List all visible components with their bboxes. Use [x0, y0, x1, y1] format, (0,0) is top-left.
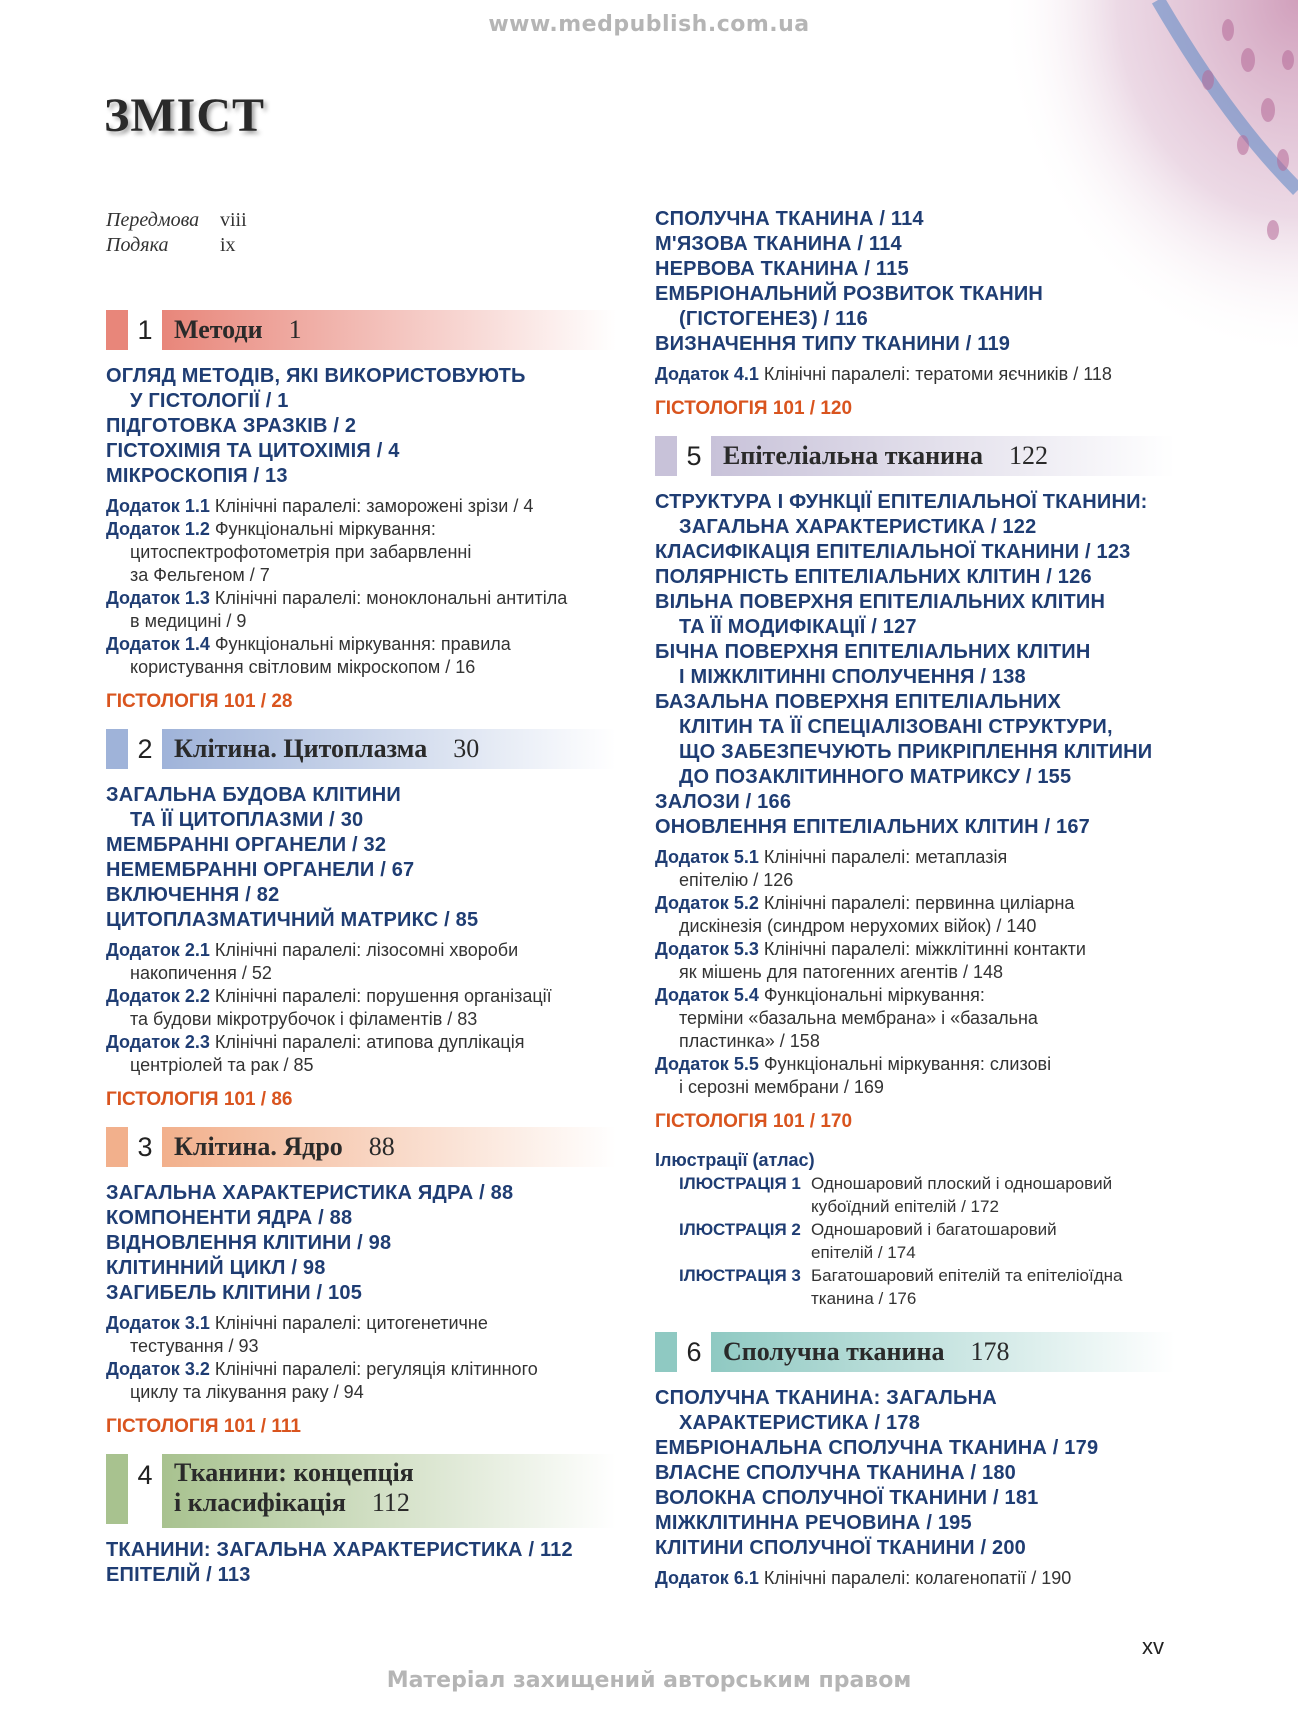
toc-section-entry[interactable] [655, 1386, 1175, 1436]
publisher-url: www.medpublish.com.ua [488, 12, 810, 37]
chapter-heading-3[interactable]: 3 Клітина. Ядро 88 [106, 1127, 616, 1167]
copyright-notice: Матеріал захищений авторським правом [386, 1668, 912, 1693]
section-title-line: СТРУКТУРА І ФУНКЦІЇ ЕПІТЕЛІАЛЬНОЇ ТКАНИНИ: [655, 491, 1148, 513]
toc-section-entry[interactable] [106, 1256, 616, 1281]
illustration-text-line: Багатошаровий епітелій та епітеліоїдна [811, 1266, 1123, 1285]
section-title-line: ЗАЛОЗИ / 166 [655, 791, 792, 813]
toc-section-entry[interactable] [655, 790, 1175, 815]
addendum-text-line: Клінічні паралелі: атипова дуплікація [214, 1032, 525, 1052]
section-title-line: ЕПІТЕЛІЙ / 113 [106, 1564, 251, 1586]
toc-section-entry[interactable] [106, 1281, 616, 1306]
section-title-line: ЗАГАЛЬНА БУДОВА КЛІТИНИ [106, 784, 401, 806]
section-title-line: ВІЛЬНА ПОВЕРХНЯ ЕПІТЕЛІАЛЬНИХ КЛІТИН [655, 591, 1106, 613]
toc-section-entry[interactable] [106, 1231, 616, 1256]
toc-addendum-entry[interactable] [655, 1567, 1175, 1590]
page-title: ЗМІСТ [104, 89, 265, 142]
illustration-label: ІЛЮСТРАЦІЯ 1 [679, 1174, 801, 1193]
toc-section-entry[interactable] [655, 1486, 1175, 1511]
section-title-line: ЦИТОПЛАЗМАТИЧНИЙ МАТРИКС / 85 [106, 909, 479, 931]
toc-section-entry[interactable] [106, 1563, 616, 1588]
toc-section-entry[interactable] [655, 1536, 1175, 1561]
toc-section-entry[interactable] [106, 1538, 616, 1563]
section-title-line: МІЖКЛІТИННА РЕЧОВИНА / 195 [655, 1512, 972, 1534]
addendum-text-line: Функціональні міркування: правила [214, 634, 511, 654]
section-title-line: ТА ЇЇ МОДИФІКАЦІЇ / 127 [679, 616, 917, 638]
toc-addendum-entry[interactable] [655, 938, 1175, 984]
toc-addendum-entry[interactable] [655, 984, 1175, 1053]
toc-addendum-entry[interactable] [106, 939, 616, 985]
toc-section-entry[interactable] [655, 1511, 1175, 1536]
front-item[interactable]: Передмова viii [106, 209, 247, 231]
chapter-heading-2[interactable]: 2 Клітина. Цитоплазма 30 [106, 729, 616, 769]
toc-addendum-entry[interactable] [106, 495, 616, 518]
toc-addendum-entry[interactable] [106, 633, 616, 679]
section-title-line: ВКЛЮЧЕННЯ / 82 [106, 884, 280, 906]
section-title-line: ТКАНИНИ: ЗАГАЛЬНА ХАРАКТЕРИСТИКА / 112 [106, 1539, 573, 1561]
section-title-line: ЩО ЗАБЕЗПЕЧУЮТЬ ПРИКРІПЛЕННЯ КЛІТИНИ [679, 741, 1153, 763]
addendum-text-line: в медицині / 9 [130, 611, 247, 631]
addendum-text-line: Функціональні міркування: слизові [763, 1054, 1052, 1074]
addendum-text-line: Функціональні міркування: [214, 519, 436, 539]
illustration-label: ІЛЮСТРАЦІЯ 2 [679, 1220, 801, 1239]
section-title-line: КЛІТИНИ СПОЛУЧНОЇ ТКАНИНИ / 200 [655, 1537, 1026, 1559]
addendum-label: Додаток 2.1 [106, 940, 210, 960]
toc-section-entry[interactable] [655, 232, 1175, 257]
toc-section-entry[interactable] [655, 640, 1175, 690]
addendum-label: Додаток 5.2 [655, 893, 759, 913]
section-title-line: КЛІТИННИЙ ЦИКЛ / 98 [106, 1257, 326, 1279]
toc-section-entry[interactable] [655, 815, 1175, 840]
section-title-line: ЕМБРІОНАЛЬНИЙ РОЗВИТОК ТКАНИН [655, 283, 1044, 305]
section-title-line: І МІЖКЛІТИННІ СПОЛУЧЕННЯ / 138 [679, 666, 1026, 688]
addendum-text-line: циклу та лікування раку / 94 [130, 1382, 364, 1402]
section-title-line: КОМПОНЕНТИ ЯДРА / 88 [106, 1207, 353, 1229]
front-matter [106, 208, 616, 258]
section-title-line: ПОЛЯРНІСТЬ ЕПІТЕЛІАЛЬНИХ КЛІТИН / 126 [655, 566, 1092, 588]
addendum-label: Додаток 2.3 [106, 1032, 210, 1052]
illustration-text-line: Одношаровий плоский і одношаровий [811, 1174, 1113, 1193]
addendum-label: Додаток 1.4 [106, 634, 210, 654]
illustration-text [811, 1172, 1112, 1218]
toc-section-entry[interactable] [106, 439, 616, 464]
toc-section-entry[interactable] [655, 590, 1175, 640]
toc-section-entry[interactable] [106, 464, 616, 489]
addendum-label: Додаток 1.2 [106, 519, 210, 539]
toc-addendum-entry[interactable] [655, 892, 1175, 938]
toc-section-entry[interactable] [106, 883, 616, 908]
addendum-text-line: Клінічні паралелі: міжклітинні контакти [763, 939, 1086, 959]
addendum-label: Додаток 5.3 [655, 939, 759, 959]
toc-section-entry[interactable] [655, 490, 1175, 540]
toc-addendum-entry[interactable] [106, 518, 616, 587]
addendum-text-line: Клінічні паралелі: заморожені зрізи / 4 [214, 496, 534, 516]
section-title-line: М'ЯЗОВА ТКАНИНА / 114 [655, 233, 902, 255]
addendum-label: Додаток 3.1 [106, 1313, 210, 1333]
addendum-label: Додаток 5.1 [655, 847, 759, 867]
histology-101-link[interactable]: ГІСТОЛОГІЯ 101 / 120 [655, 398, 853, 419]
toc-section-entry[interactable] [655, 540, 1175, 565]
addendum-text-line: користування світловим мікроскопом / 16 [130, 657, 476, 677]
section-title-line: НЕРВОВА ТКАНИНА / 115 [655, 258, 909, 280]
illustration-text [811, 1264, 1123, 1310]
addendum-text-line: накопичення / 52 [130, 963, 272, 983]
section-title-line: КЛІТИН ТА ЇЇ СПЕЦІАЛІЗОВАНІ СТРУКТУРИ, [679, 716, 1113, 738]
addendum-label: Додаток 1.1 [106, 496, 210, 516]
toc-section-entry[interactable] [655, 690, 1175, 790]
addendum-text-line: Клінічні паралелі: лізосомні хвороби [214, 940, 519, 960]
addendum-text-line: центріолей та рак / 85 [130, 1055, 314, 1075]
addendum-text-line: епітелію / 126 [679, 870, 794, 890]
addendum-text-line: Клінічні паралелі: регуляція клітинного [214, 1359, 538, 1379]
toc-right-column [655, 207, 1175, 1590]
toc-section-entry[interactable] [106, 783, 616, 833]
addendum-text-line: Клінічні паралелі: колагенопатії / 190 [763, 1568, 1072, 1588]
chapter-heading-1[interactable]: 1 Методи 1 [106, 310, 616, 350]
toc-section-entry[interactable] [106, 1181, 616, 1206]
addendum-label: Додаток 6.1 [655, 1568, 759, 1588]
chapter-heading-5[interactable]: 5 Епітеліальна тканина 122 [655, 436, 1175, 476]
toc-addendum-entry[interactable] [106, 1031, 616, 1077]
chapter-heading-4[interactable]: 4 Тканини: концепція і класифікація 112 [106, 1454, 616, 1524]
toc-section-entry[interactable] [106, 908, 616, 933]
page-number: xv [1142, 1634, 1164, 1659]
section-title-line: ВИЗНАЧЕННЯ ТИПУ ТКАНИНИ / 119 [655, 333, 1011, 355]
section-title-line: ЗАГАЛЬНА ХАРАКТЕРИСТИКА ЯДРА / 88 [106, 1182, 514, 1204]
addendum-text-line: Функціональні міркування: [763, 985, 985, 1005]
addendum-text-line: Клінічні паралелі: порушення організації [214, 986, 552, 1006]
toc-section-entry[interactable] [106, 833, 616, 858]
histology-101-link[interactable]: ГІСТОЛОГІЯ 101 / 86 [106, 1089, 293, 1110]
toc-addendum-entry[interactable] [106, 1312, 616, 1358]
toc-left-column [106, 208, 616, 1594]
front-item[interactable]: Подяка ix [106, 234, 236, 256]
addendum-label: Додаток 5.5 [655, 1054, 759, 1074]
section-title-line: ВІДНОВЛЕННЯ КЛІТИНИ / 98 [106, 1232, 392, 1254]
toc-addendum-entry[interactable] [106, 985, 616, 1031]
toc-section-entry[interactable] [655, 257, 1175, 282]
section-title-line: ВОЛОКНА СПОЛУЧНОЇ ТКАНИНИ / 181 [655, 1487, 1039, 1509]
addendum-text-line: цитоспектрофотометрія при забарвленні [130, 542, 472, 562]
toc-section-entry[interactable] [106, 858, 616, 883]
toc-section-entry[interactable] [655, 282, 1175, 332]
toc-section-entry[interactable] [655, 565, 1175, 590]
section-title-line: МЕМБРАННІ ОРГАНЕЛИ / 32 [106, 834, 387, 856]
addendum-text-line: дискінезія (синдром нерухомих війок) / 140 [679, 916, 1037, 936]
toc-section-entry[interactable] [106, 1206, 616, 1231]
section-title-line: ЗАГАЛЬНА ХАРАКТЕРИСТИКА / 122 [679, 516, 1037, 538]
section-title-line: (ГІСТОГЕНЕЗ) / 116 [679, 308, 868, 330]
section-title-line: ОНОВЛЕННЯ ЕПІТЕЛІАЛЬНИХ КЛІТИН / 167 [655, 816, 1090, 838]
section-title-line: ВЛАСНЕ СПОЛУЧНА ТКАНИНА / 180 [655, 1462, 1016, 1484]
toc-addendum-entry[interactable] [655, 1053, 1175, 1099]
histology-101-link[interactable]: ГІСТОЛОГІЯ 101 / 111 [106, 1416, 301, 1437]
addendum-text-line: терміни «базальна мембрана» і «базальна [679, 1008, 1038, 1028]
addendum-text-line: Клінічні паралелі: цитогенетичне [214, 1313, 488, 1333]
illustration-text [811, 1218, 1057, 1264]
toc-section-entry[interactable] [655, 1461, 1175, 1486]
addendum-text-line: і серозні мембрани / 169 [679, 1077, 884, 1097]
section-title-line: ТА ЇЇ ЦИТОПЛАЗМИ / 30 [130, 809, 364, 831]
section-title-line: СПОЛУЧНА ТКАНИНА / 114 [655, 208, 924, 230]
section-title-line: ОГЛЯД МЕТОДІВ, ЯКІ ВИКОРИСТОВУЮТЬ [106, 365, 526, 387]
addendum-text-line: як мішень для патогенних агентів / 148 [679, 962, 1004, 982]
illustration-entry[interactable] [655, 1264, 1175, 1310]
illustration-entry[interactable] [655, 1218, 1175, 1264]
toc-section-entry[interactable] [106, 414, 616, 439]
toc-addendum-entry[interactable] [655, 846, 1175, 892]
addendum-text-line: пластинка» / 158 [679, 1031, 820, 1051]
addendum-text-line: Клінічні паралелі: первинна циліарна [763, 893, 1075, 913]
illustration-entry[interactable] [655, 1172, 1175, 1218]
illustration-text-line: Одношаровий і багатошаровий [811, 1220, 1057, 1239]
addendum-text-line: Клінічні паралелі: метаплазія [763, 847, 1008, 867]
section-title-line: БАЗАЛЬНА ПОВЕРХНЯ ЕПІТЕЛІАЛЬНИХ [655, 691, 1062, 713]
chapter-heading-6[interactable]: 6 Сполучна тканина 178 [655, 1332, 1175, 1372]
toc-section-entry[interactable] [106, 364, 616, 414]
section-title-line: ЕМБРІОНАЛЬНА СПОЛУЧНА ТКАНИНА / 179 [655, 1437, 1099, 1459]
addendum-label: Додаток 5.4 [655, 985, 759, 1005]
addendum-label: Додаток 3.2 [106, 1359, 210, 1379]
section-title-line: ЗАГИБЕЛЬ КЛІТИНИ / 105 [106, 1282, 363, 1304]
section-title-line: КЛАСИФІКАЦІЯ ЕПІТЕЛІАЛЬНОЇ ТКАНИНИ / 123 [655, 541, 1131, 563]
addendum-label: Додаток 1.3 [106, 588, 210, 608]
illustration-text-line: епітелій / 174 [811, 1243, 916, 1262]
addendum-text-line: Клінічні паралелі: тератоми яєчників / 118 [763, 364, 1112, 384]
toc-section-entry[interactable] [655, 207, 1175, 232]
addendum-text-line: за Фельгеном / 7 [130, 565, 270, 585]
addendum-label: Додаток 2.2 [106, 986, 210, 1006]
illustration-text-line: тканина / 176 [811, 1289, 917, 1308]
toc-addendum-entry[interactable] [106, 587, 616, 633]
section-title-line: У ГІСТОЛОГІЇ / 1 [130, 390, 289, 412]
toc-addendum-entry[interactable] [106, 1358, 616, 1404]
addendum-text-line: та будови мікротрубочок і філаментів / 83 [130, 1009, 478, 1029]
toc-addendum-entry[interactable] [655, 363, 1175, 386]
addendum-text-line: тестування / 93 [130, 1336, 259, 1356]
addendum-text-line: Клінічні паралелі: моноклональні антитіла [214, 588, 568, 608]
illustration-text-line: кубоїдний епітелій / 172 [811, 1197, 999, 1216]
toc-section-entry[interactable] [655, 1436, 1175, 1461]
section-title-line: НЕМЕМБРАННІ ОРГАНЕЛИ / 67 [106, 859, 415, 881]
histology-101-link[interactable]: ГІСТОЛОГІЯ 101 / 170 [655, 1111, 853, 1132]
section-title-line: БІЧНА ПОВЕРХНЯ ЕПІТЕЛІАЛЬНИХ КЛІТИН [655, 641, 1091, 663]
illustration-label: ІЛЮСТРАЦІЯ 3 [679, 1266, 801, 1285]
section-title-line: ГІСТОХІМІЯ ТА ЦИТОХІМІЯ / 4 [106, 440, 400, 462]
section-title-line: ПІДГОТОВКА ЗРАЗКІВ / 2 [106, 415, 357, 437]
addendum-label: Додаток 4.1 [655, 364, 759, 384]
toc-section-entry[interactable] [655, 332, 1175, 357]
section-title-line: ДО ПОЗАКЛІТИННОГО МАТРИКСУ / 155 [679, 766, 1072, 788]
histology-101-link[interactable]: ГІСТОЛОГІЯ 101 / 28 [106, 691, 293, 712]
section-title-line: ХАРАКТЕРИСТИКА / 178 [679, 1412, 921, 1434]
section-title-line: МІКРОСКОПІЯ / 13 [106, 465, 288, 487]
section-title-line: СПОЛУЧНА ТКАНИНА: ЗАГАЛЬНА [655, 1387, 997, 1409]
illustrations-heading: Ілюстрації (атлас) [655, 1150, 815, 1170]
